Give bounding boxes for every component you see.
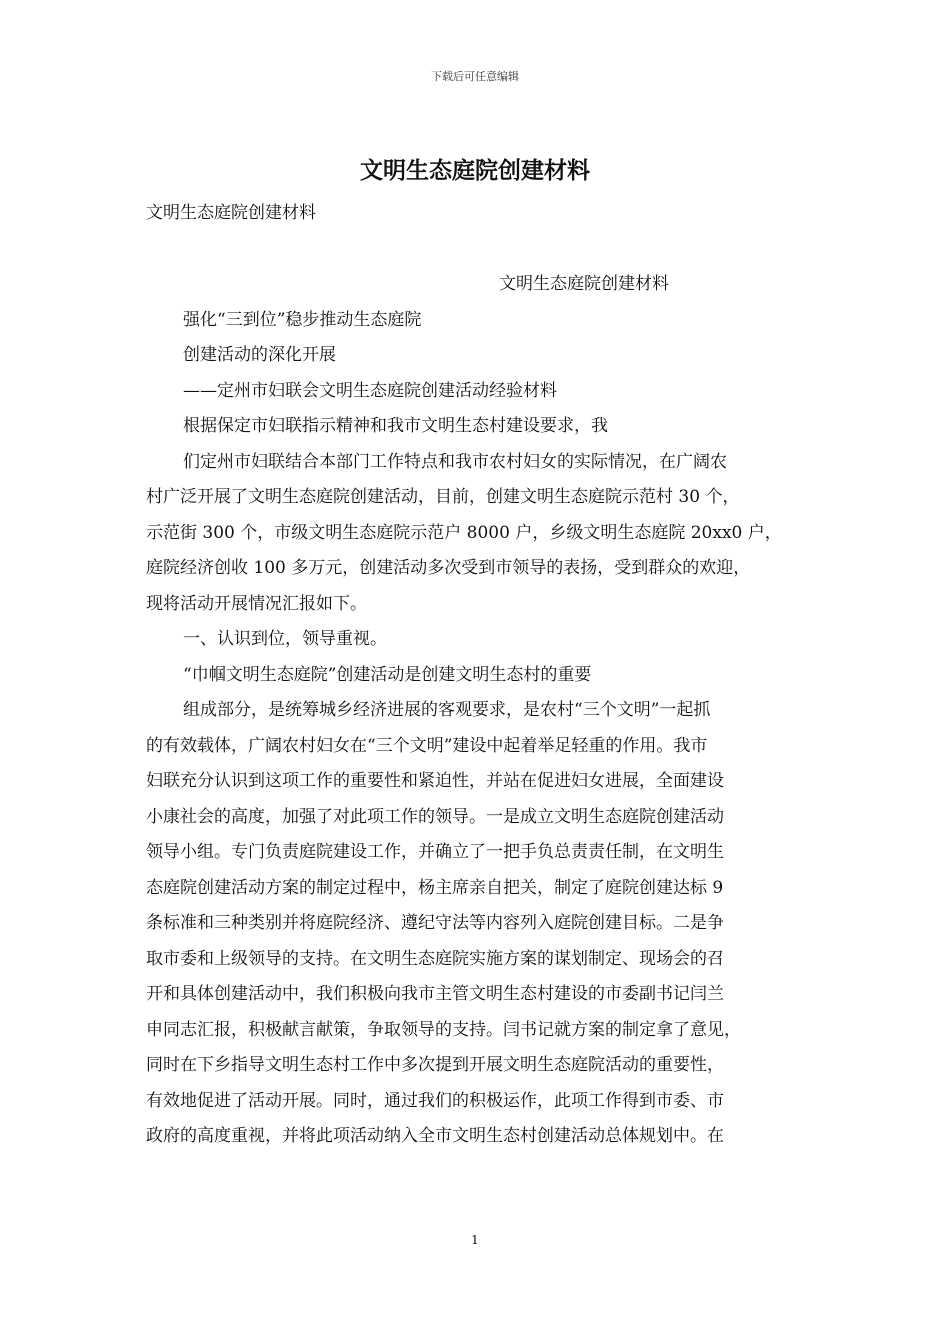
paragraph-line: 有效地促进了活动开展。同时，通过我们的积极运作，此项工作得到市委、市 <box>146 1090 724 1111</box>
right-subtitle: 文明生态庭院创建材料 <box>499 274 669 294</box>
paragraph-line: 态庭院创建活动方案的制定过程中，杨主席亲自把关，制定了庭院创建达标 9 <box>146 877 724 898</box>
paragraph-line: 领导小组。专门负责庭院建设工作，并确立了一把手负总责责任制，在文明生 <box>146 842 724 862</box>
paragraph-line: 条标准和三种类别并将庭院经济、遵纪守法等内容列入庭院创建目标。二是争 <box>146 913 724 933</box>
paragraph-line: 现将活动开展情况汇报如下。 <box>146 593 367 614</box>
paragraph-line: 庭院经济创收 100 多万元，创建活动多次受到市领导的表扬，受到群众的欢迎， <box>146 558 751 578</box>
document-title: 文明生态庭院创建材料 <box>360 157 590 184</box>
header-note: 下载后可任意编辑 <box>431 70 519 83</box>
paragraph-line: 村广泛开展了文明生态庭院创建活动，目前，创建文明生态庭院示范村 30 个， <box>146 487 740 507</box>
paragraph-line: “巾帼文明生态庭院”创建活动是创建文明生态村的重要 <box>183 664 592 685</box>
paragraph-line: 取市委和上级领导的支持。在文明生态庭院实施方案的谋划制定、现场会的召 <box>146 948 724 969</box>
paragraph-line: 根据保定市妇联指示精神和我市文明生态村建设要求，我 <box>183 416 608 436</box>
paragraph-line: 小康社会的高度，加强了对此项工作的领导。一是成立文明生态庭院创建活动 <box>146 806 724 827</box>
heading-line: 强化“三到位”稳步推动生态庭院 <box>183 309 422 330</box>
paragraph-line: 妇联充分认识到这项工作的重要性和紧迫性，并站在促进妇女进展，全面建设 <box>146 771 724 791</box>
paragraph-line: 开和具体创建活动中，我们积极向我市主管文明生态村建设的市委副书记闫兰 <box>146 984 724 1004</box>
section-heading: 一、认识到位，领导重视。 <box>183 629 387 649</box>
paragraph-line: 同时在下乡指导文明生态村工作中多次提到开展文明生态庭院活动的重要性， <box>146 1055 724 1075</box>
paragraph-line: 申同志汇报，积极献言献策，争取领导的支持。闫书记就方案的制定拿了意见， <box>146 1019 741 1040</box>
paragraph-line: 组成部分，是统筹城乡经济进展的客观要求，是农村“三个文明”一起抓 <box>183 700 711 720</box>
heading-line: ——定州市妇联会文明生态庭院创建活动经验材料 <box>183 380 557 401</box>
document-body <box>146 196 826 1155</box>
paragraph-line: 们定州市妇联结合本部门工作特点和我市农村妇女的实际情况，在广阔农 <box>183 451 727 472</box>
page-number: 1 <box>471 1233 479 1247</box>
heading-line: 创建活动的深化开展 <box>183 345 336 365</box>
paragraph-line: 的有效载体，广阔农村妇女在“三个文明”建设中起着举足轻重的作用。我市 <box>146 735 708 756</box>
subtitle-line: 文明生态庭院创建材料 <box>146 203 316 223</box>
blank-line <box>146 232 826 268</box>
paragraph-line: 示范街 300 个，市级文明生态庭院示范户 8000 户，乡级文明生态庭院 20xx0 户， <box>146 522 782 543</box>
paragraph-line: 政府的高度重视，并将此项活动纳入全市文明生态村创建活动总体规划中。在 <box>146 1126 724 1146</box>
